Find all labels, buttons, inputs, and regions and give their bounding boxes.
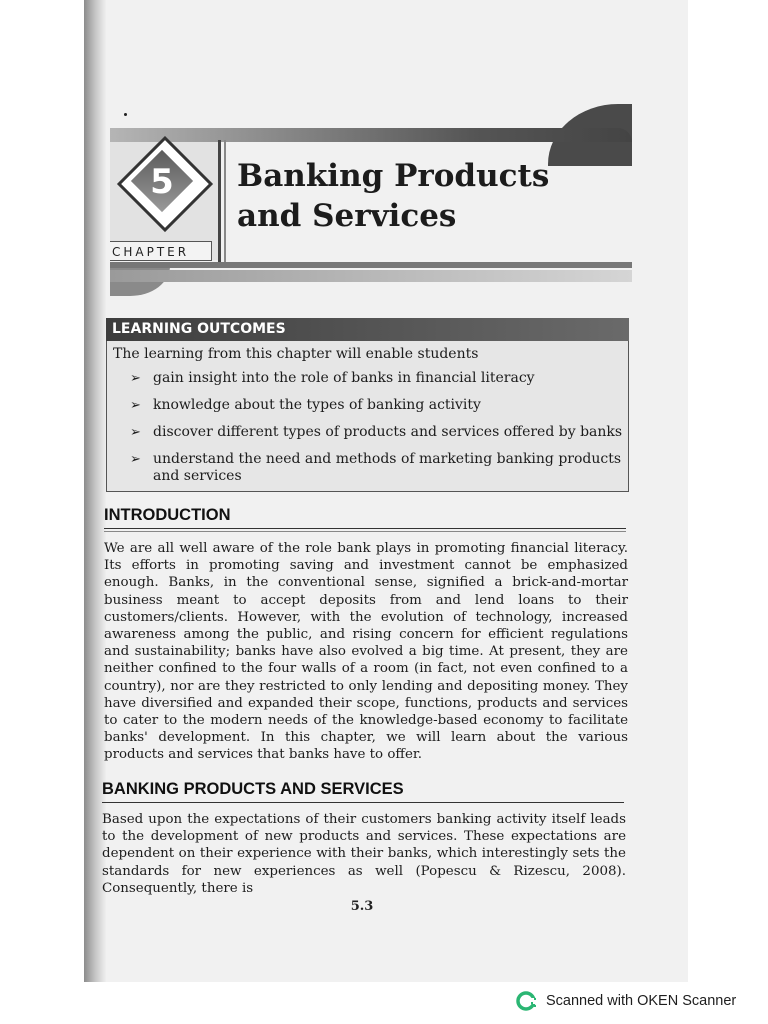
bullet-arrow-icon: ➢ [130,425,141,440]
list-item [130,397,625,414]
bullet-arrow-icon: ➢ [130,452,141,467]
banner-bottom-stripe [110,262,632,268]
oken-logo-icon [516,990,538,1012]
heading-rule [102,802,624,803]
learning-outcomes-heading: LEARNING OUTCOMES [112,321,286,337]
chapter-title [237,156,627,236]
introduction-paragraph: We are all well aware of the role bank plays in promoting financial literacy. Its efforts in promoting saving and investment cannot be emphasized enough. Banks, in the conventional sense, signified a brick-and-mortar business meant to accept deposits from and lend loans to their customers/clients. However, with the evolution of technology, increased awareness among the public, and rising concern for efficient regulations and sustainability; banks have also evolved a big time. At present, they are neither confined to the four walls of a room (in fact, not even confined to a country), nor are they restricted to only lending and depositing money. They have diversified and expanded their scope, functions, products and services to cater to the modern needs of the knowledge-based economy to facilitate banks' development. In this chapter, we will learn about the various products and services that banks have to offer. [104,541,628,763]
banking-products-heading: BANKING PRODUCTS AND SERVICES [102,780,404,798]
learning-outcomes-intro: The learning from this chapter will enable students [113,346,479,362]
list-item-text: knowledge about the types of banking activity [153,397,481,413]
heading-rule [104,528,626,529]
speck [124,113,127,116]
list-item-text: discover different types of products and services offered by banks [153,424,623,440]
learning-outcomes-list [130,370,625,495]
list-item [130,370,625,387]
banking-products-paragraph: Based upon the expectations of their customers banking activity itself leads to the development of new products and services. These expectations are dependent on their experience with their banks, which interestingly sets the standards for new experiences as well (Popescu & Rizescu, 2008). Consequently, there is [102,812,626,896]
chapter-number: 5 [150,162,174,202]
scanner-watermark [516,990,736,1012]
banner-top-stripe [110,128,632,142]
list-item-text: gain insight into the role of banks in financial literacy [153,370,535,386]
list-item [130,424,625,441]
page-number: 5.3 [350,899,374,914]
chapter-title-line-1: Banking Products [237,158,550,194]
banner-divider-secondary [224,140,226,264]
watermark-text: Scanned with OKEN Scanner [546,993,737,1009]
banner-bottom-band [110,270,632,282]
heading-rule-secondary [104,531,626,532]
bullet-arrow-icon: ➢ [130,398,141,413]
introduction-heading: INTRODUCTION [104,506,231,524]
chapter-label: CHAPTER [110,241,212,261]
bullet-arrow-icon: ➢ [130,371,141,386]
banner-divider [218,140,221,264]
chapter-title-line-2: and Services [237,198,457,234]
list-item-text: understand the need and methods of marketing banking products and services [153,451,622,484]
list-item [130,451,625,485]
